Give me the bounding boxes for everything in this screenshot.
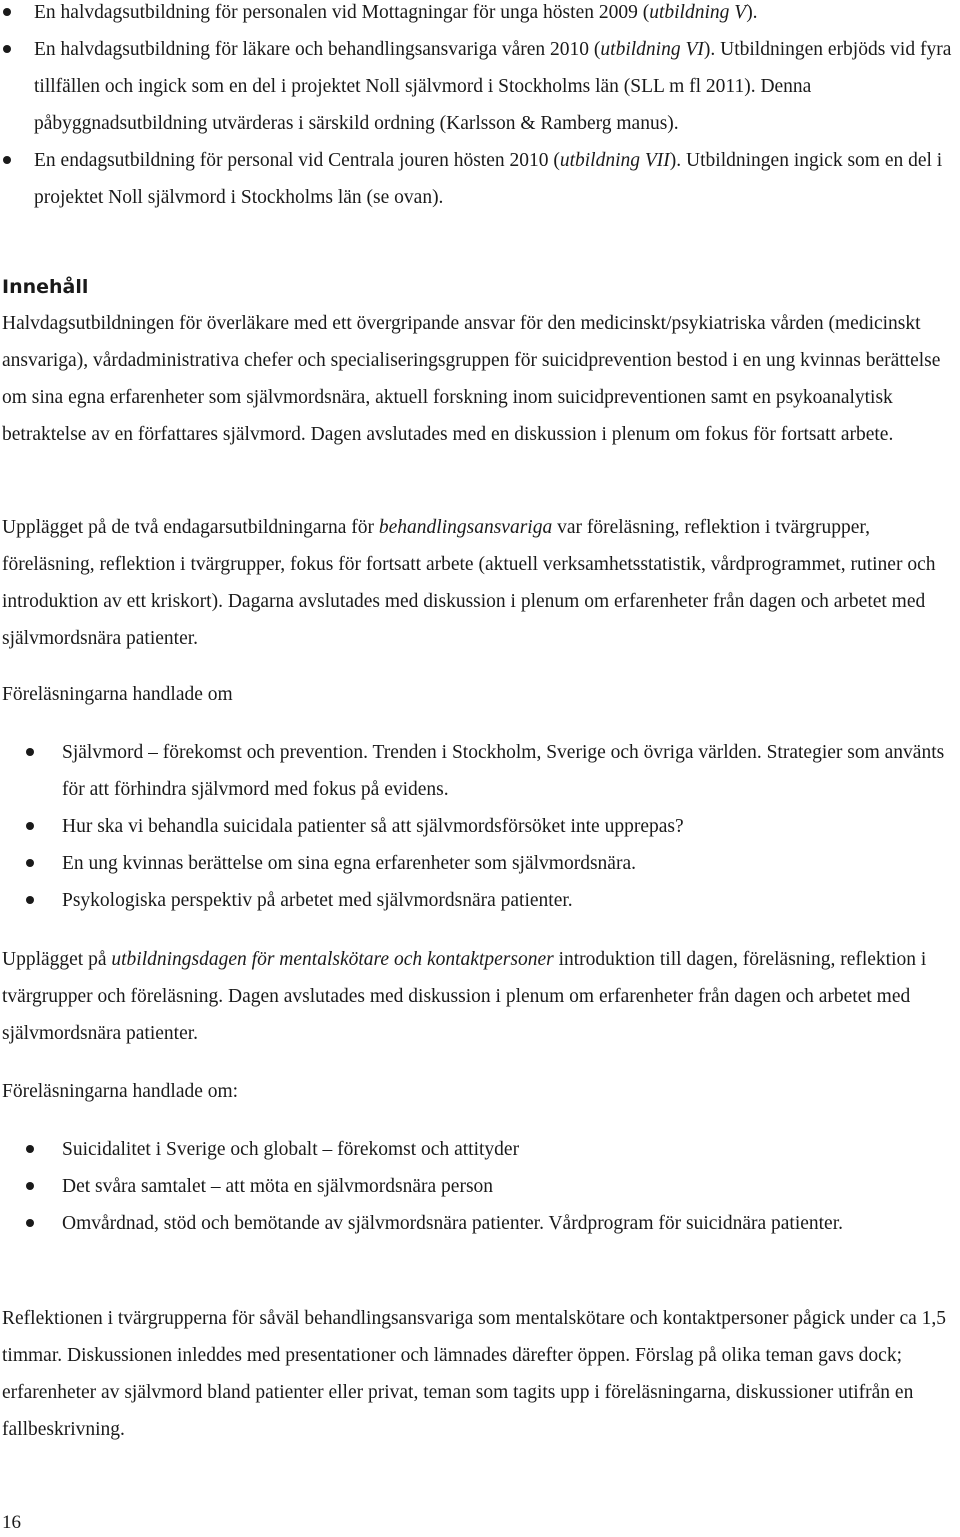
lectures-list <box>0 734 954 919</box>
list-item: En halvdagsutbildning för personalen vid Mottagningar för unga hösten 2009 (utbildning V). <box>0 0 954 31</box>
bullet-icon <box>3 45 11 53</box>
page-number: 16 <box>2 1512 21 1533</box>
list-item: En halvdagsutbildning för läkare och behandlingsansvariga våren 2010 (utbildning VI). Utbildningen erbjöds vid fyra tillfällen och ingick som en del i projektet Noll självmord i Stockholms län (SLL m fl 2011). Denna påbyggnadsutbildning utvärderas i särskild ordning (Karlsson & Ramberg manus). <box>0 31 954 142</box>
list-item: Hur ska vi behandla suicidala patienter så att självmordsförsöket inte upprepas? <box>0 808 954 845</box>
lectures-intro: Föreläsningarna handlade om: <box>2 1081 239 1102</box>
lectures-intro: Föreläsningarna handlade om <box>2 684 233 705</box>
bullet-icon <box>26 1219 34 1227</box>
section-heading: Innehåll <box>2 276 89 298</box>
paragraph-behandlingsansvariga: Upplägget på de två endagarsutbildningarna för behandlingsansvariga var föreläsning, reflektion i tvärgrupper, föreläsning, reflektion i tvärgrupper, fokus för fortsatt arbete (aktuell verksamhetsstatistik, vårdprogrammet, rutiner och introduktion av ett kriskort). Dagarna avslutades med diskussion i plenum om erfarenheter från dagen och arbetet med självmordsnära patienter. <box>2 517 936 649</box>
list-item: Självmord – förekomst och prevention. Trenden i Stockholm, Sverige och övriga världen. Strategier som använts för att förhindra självmord med fokus på evidens. <box>0 734 954 808</box>
bullet-icon <box>26 1145 34 1153</box>
training-list <box>0 0 954 216</box>
paragraph-content: Halvdagsutbildningen för överläkare med ett övergripande ansvar för den medicinskt/psykiatriska vården (medicinskt ansvariga), vårdadministrativa chefer och specialiseringsgruppen för suicidprevention bestod i en ung kvinnas berättelse om sina egna erfarenheter som självmordsnära, aktuell forskning inom suicidpreventionen samt en psykoanalytisk betraktelse av en författares självmord. Dagen avslutades med en diskussion i plenum om fokus för fortsatt arbete. <box>2 313 941 445</box>
list-item: En ung kvinnas berättelse om sina egna erfarenheter som självmordsnära. <box>0 845 954 882</box>
bullet-icon <box>26 859 34 867</box>
list-item: Omvårdnad, stöd och bemötande av självmordsnära patienter. Vårdprogram för suicidnära patienter. <box>0 1205 954 1242</box>
bullet-icon <box>26 896 34 904</box>
paragraph-mentalskotare: Upplägget på utbildningsdagen för mentalskötare och kontaktpersoner introduktion till dagen, föreläsning, reflektion i tvärgrupper och föreläsning. Dagen avslutades med diskussion i plenum om erfarenheter från dagen och arbetet med självmordsnära patienter. <box>2 949 927 1044</box>
list-item: En endagsutbildning för personal vid Centrala jouren hösten 2010 (utbildning VII). Utbildningen ingick som en del i projektet Noll självmord i Stockholms län (se ovan). <box>0 142 954 216</box>
bullet-icon <box>26 822 34 830</box>
bullet-icon <box>26 1182 34 1190</box>
list-item: Psykologiska perspektiv på arbetet med självmordsnära patienter. <box>0 882 954 919</box>
paragraph-reflektion: Reflektionen i tvärgrupperna för såväl behandlingsansvariga som mentalskötare och kontaktpersoner pågick under ca 1,5 timmar. Diskussionen inleddes med presentationer och lämnades därefter öppen. Förslag på olika teman gavs dock; erfarenheter av självmord bland patienter eller privat, teman som tagits upp i föreläsningarna, diskussioner utifrån en fallbeskrivning. <box>2 1308 946 1440</box>
bullet-icon <box>26 748 34 756</box>
list-item: Det svåra samtalet – att möta en självmordsnära person <box>0 1168 954 1205</box>
lectures-list <box>0 1131 954 1242</box>
bullet-icon <box>3 8 11 16</box>
bullet-icon <box>3 156 11 164</box>
list-item: Suicidalitet i Sverige och globalt – förekomst och attityder <box>0 1131 954 1168</box>
